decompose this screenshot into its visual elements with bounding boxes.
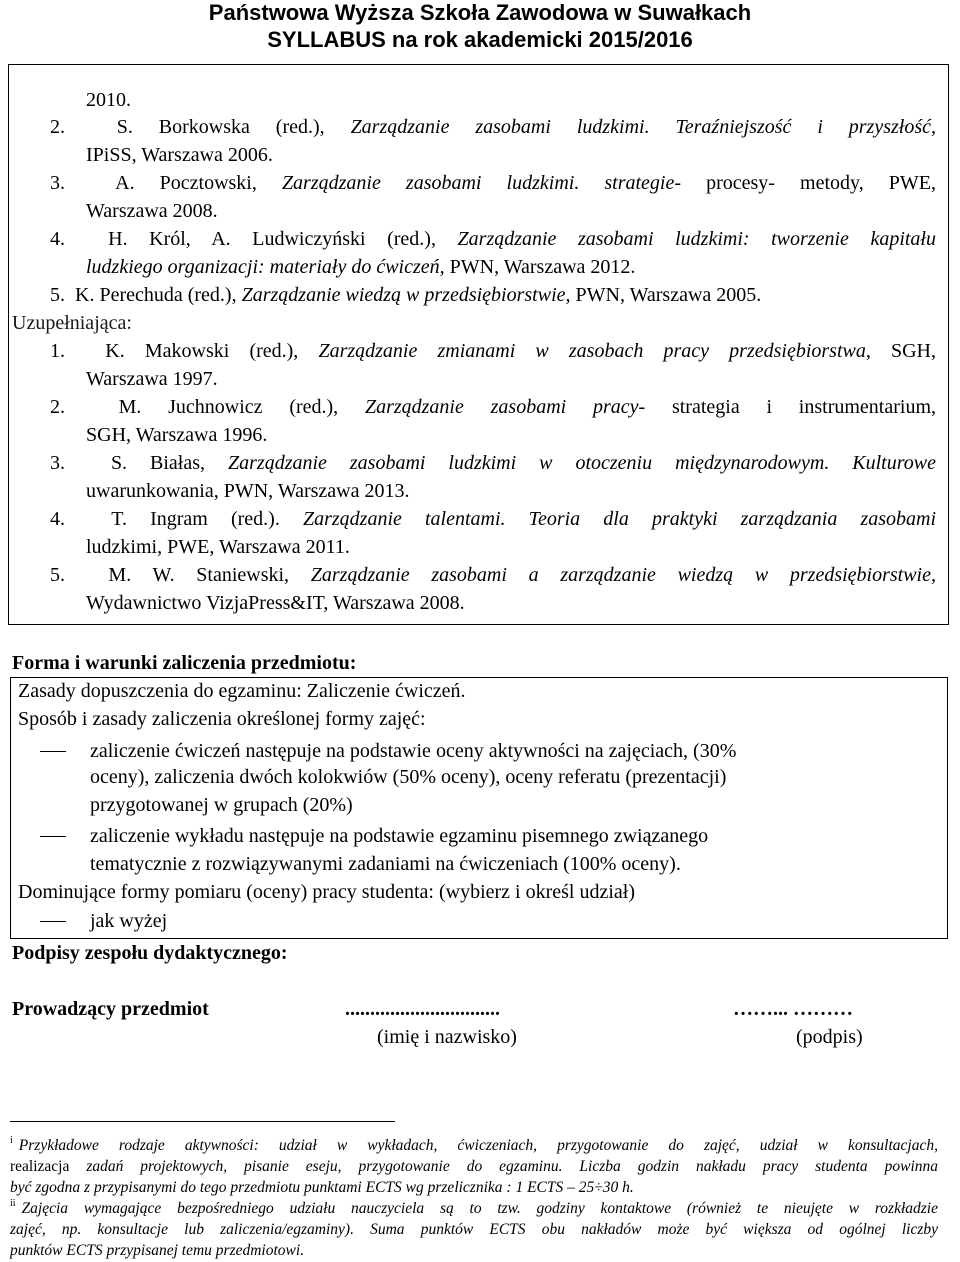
item-title: Zarządzanie zasobami a zarządzanie wiedzą w przedsiębiorstwie,: [310, 564, 936, 586]
basic-item-3: [50, 171, 936, 195]
supplementary-item-2-cont: SGH, Warszawa 1996.: [86, 424, 268, 446]
supplementary-item-1-cont: Warszawa 1997.: [86, 368, 218, 390]
supplementary-item-2: [50, 395, 936, 419]
item-publisher: PWN, Warszawa 2005.: [575, 284, 762, 306]
item-number: 5.: [50, 564, 65, 586]
footnote-divider: [10, 1121, 395, 1122]
bullet-1-line-2: oceny), zaliczenia dwóch kolokwiów (50% oceny), oceny referatu (prezentacji): [90, 766, 727, 788]
item-author: A. Pocztowski,: [115, 172, 282, 194]
item-number: 3.: [50, 452, 65, 474]
supplementary-item-3-cont: uwarunkowania, PWN, Warszawa 2013.: [86, 480, 410, 502]
basic-item-4-cont: [86, 255, 635, 279]
basic-item-3-cont: Warszawa 2008.: [86, 200, 218, 222]
item-title: Zarządzanie zasobami ludzkimi. Teraźniejszość i przyszłość,: [350, 116, 936, 138]
item-author: M. W. Staniewski,: [108, 564, 311, 586]
footnote-marker: i: [10, 1135, 13, 1146]
item-author: K. Makowski (red.),: [105, 340, 319, 362]
bullet-1-line-3: przygotowanej w grupach (20%): [90, 794, 353, 816]
footnote-2-line-2: zajęć, np. konsultacje lub zaliczenia/egzaminy). Suma punktów ECTS obu nakładów może być większa od ogólnej liczby: [10, 1221, 938, 1238]
bullet-dash-icon: [40, 751, 66, 752]
signature-field: ……... ………: [733, 998, 853, 1020]
footnote-text: Przykładowe rodzaje aktywności: udział w wykładach, ćwiczeniach, przygotowanie do zajęć, udział w konsultacjach,: [18, 1137, 938, 1154]
bullet-dash-icon: [40, 836, 66, 837]
footnote-text: realizacja: [10, 1158, 70, 1175]
bullet-1-line-1: zaliczenie ćwiczeń następuje na podstawie oceny aktywności na zajęciach, (30%: [90, 740, 737, 762]
footnote-2-line-3: punktów ECTS przypisanej temu przedmiotowi.: [10, 1242, 305, 1259]
bullet-3: jak wyżej: [90, 910, 168, 932]
item-author: S. Białas,: [110, 452, 228, 474]
dominant-forms: Dominujące formy pomiaru (oceny) pracy studenta: (wybierz i określ udział): [18, 881, 636, 903]
item-author: M. Juchnowicz (red.),: [118, 396, 365, 418]
basic-item-5: [50, 283, 761, 307]
literature-continuation: 2010.: [86, 89, 131, 111]
item-author: H. Król, A. Ludwiczyński (red.),: [108, 228, 458, 250]
item-title: Zarządzanie zasobami ludzkimi: tworzenie kapitału: [457, 228, 936, 250]
lecturer-label: Prowadzący przedmiot: [12, 998, 209, 1020]
item-title: Zarządzanie wiedzą w przedsiębiorstwie,: [241, 284, 576, 306]
bullet-2-line-1: zaliczenie wykładu następuje na podstawie egzaminu pisemnego związanego: [90, 825, 709, 847]
footnote-1-line-2: [10, 1156, 938, 1177]
footnote-2-line-1: [10, 1198, 938, 1221]
basic-item-2-cont: IPiSS, Warszawa 2006.: [86, 144, 273, 166]
item-number: 2.: [50, 396, 65, 418]
signatures-heading: Podpisy zespołu dydaktycznego:: [12, 942, 288, 964]
item-publisher: procesy- metody, PWE,: [706, 172, 937, 194]
supplementary-item-5-cont: Wydawnictwo VizjaPress&IT, Warszawa 2008.: [86, 592, 465, 614]
item-number: 4.: [50, 508, 65, 530]
item-title: Zarządzanie zmianami w zasobach pracy przedsiębiorstwa,: [318, 340, 891, 362]
item-title: Zarządzanie zasobami pracy-: [364, 396, 672, 418]
name-caption: (imię i nazwisko): [377, 1026, 517, 1048]
item-publisher: SGH,: [890, 340, 936, 362]
assessment-heading: Forma i warunki zaliczenia przedmiotu:: [12, 652, 357, 674]
item-number: 3.: [50, 172, 65, 194]
item-author: K. Perechuda (red.),: [75, 284, 242, 306]
item-title: Zarządzanie zasobami ludzkimi. strategie-: [281, 172, 707, 194]
basic-item-4: [50, 227, 936, 251]
supplementary-item-1: [50, 339, 936, 363]
institution-name: Państwowa Wyższa Szkoła Zawodowa w Suwałkach: [208, 0, 752, 25]
name-field: ...............................: [345, 998, 500, 1020]
bullet-dash-icon: [40, 921, 66, 922]
item-author: T. Ingram (red.).: [111, 508, 303, 530]
item-title: ludzkiego organizacji: materiały do ćwiczeń,: [86, 256, 450, 278]
supplementary-item-5: [50, 563, 936, 587]
admission-rules: Zasady dopuszczenia do egzaminu: Zaliczenie ćwiczeń.: [18, 680, 466, 702]
item-number: 5.: [50, 284, 65, 306]
syllabus-title: SYLLABUS na rok akademicki 2015/2016: [267, 27, 693, 52]
item-title: Zarządzanie talentami. Teoria dla praktyki zarządzania zasobami: [302, 508, 937, 530]
footnote-marker: ii: [10, 1198, 16, 1209]
item-number: 4.: [50, 228, 65, 250]
supplementary-item-4: [50, 507, 936, 531]
item-author: S. Borkowska (red.),: [116, 116, 351, 138]
item-number: 1.: [50, 340, 65, 362]
item-title: Zarządzanie zasobami ludzkimi w otoczeniu międzynarodowym. Kulturowe: [228, 452, 936, 474]
footnote-1-line-3: być zgodna z przypisanymi do tego przedmiotu punktami ECTS wg przelicznika : 1 ECTS – 25÷30 h.: [10, 1179, 634, 1196]
footnote-1-line-1: [10, 1135, 938, 1158]
method-label: Sposób i zasady zaliczenia określonej formy zajęć:: [18, 708, 426, 730]
supplementary-item-4-cont: ludzkimi, PWE, Warszawa 2011.: [86, 536, 350, 558]
footnote-text: Zajęcia wymagające bezpośredniego udziału nauczyciela są to tzw. godziny kontaktowe (również te nieujęte w rozkładzie: [21, 1200, 938, 1217]
basic-item-2: [50, 115, 936, 139]
supplementary-item-3: [50, 451, 936, 475]
item-publisher: strategia i instrumentarium,: [671, 396, 937, 418]
item-number: 2.: [50, 116, 65, 138]
supplementary-heading: Uzupełniająca:: [12, 312, 132, 334]
footnote-text: zadań projektowych, pisanie eseju, przygotowanie do egzaminu. Liczba godzin nakładu pracy studenta powinna: [69, 1158, 938, 1175]
item-publisher: PWN, Warszawa 2012.: [449, 256, 636, 278]
bullet-2-line-2: tematycznie z rozwiązywanymi zadaniami na ćwiczeniach (100% oceny).: [90, 853, 681, 875]
signature-caption: (podpis): [796, 1026, 863, 1048]
